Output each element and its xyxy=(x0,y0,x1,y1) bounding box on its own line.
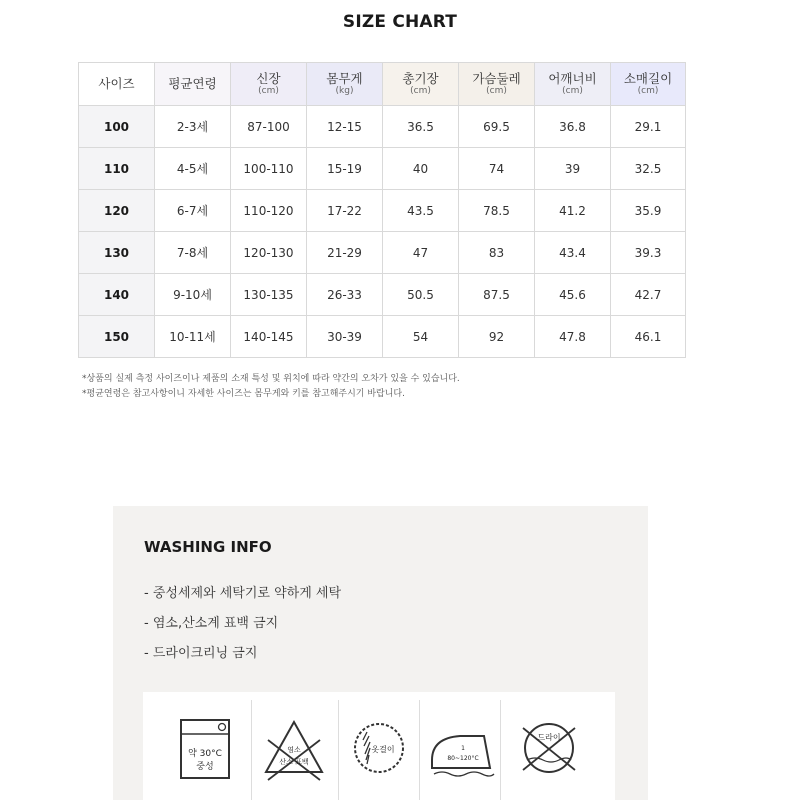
size-cell: 110 xyxy=(79,148,155,190)
svg-text:드라이: 드라이 xyxy=(537,733,561,742)
table-cell: 6-7세 xyxy=(155,190,231,232)
svg-text:염소: 염소 xyxy=(287,746,301,754)
table-cell: 30-39 xyxy=(307,316,383,358)
table-cell: 54 xyxy=(383,316,459,358)
header-size: 사이즈 xyxy=(79,63,155,106)
no-dry-clean-icon xyxy=(500,700,587,800)
table-cell: 9-10세 xyxy=(155,274,231,316)
table-row xyxy=(79,148,686,190)
table-cell: 47 xyxy=(383,232,459,274)
table-cell: 17-22 xyxy=(307,190,383,232)
size-cell: 150 xyxy=(79,316,155,358)
svg-text:80~120°C: 80~120°C xyxy=(447,755,479,762)
table-cell: 29.1 xyxy=(611,106,686,148)
note-line: *평균연령은 참고사항이니 자세한 사이즈는 몸무게와 키를 참고해주시기 바랍니다. xyxy=(82,389,405,399)
washing-info-panel xyxy=(113,506,648,800)
size-cell: 140 xyxy=(79,274,155,316)
header-age: 평균연령 xyxy=(155,63,231,106)
header-shoulder: 어깨너비 (cm) xyxy=(535,63,611,106)
table-row xyxy=(79,274,686,316)
table-cell: 100-110 xyxy=(231,148,307,190)
table-cell: 41.2 xyxy=(535,190,611,232)
table-row xyxy=(79,190,686,232)
table-cell: 78.5 xyxy=(459,190,535,232)
table-cell: 83 xyxy=(459,232,535,274)
note-line: *상품의 실제 측정 사이즈이나 제품의 소재 특성 및 위치에 따라 약간의 오차가 있을 수 있습니다. xyxy=(82,374,460,384)
header-total-length: 총기장 (cm) xyxy=(383,63,459,106)
table-cell: 36.5 xyxy=(383,106,459,148)
table-cell: 36.8 xyxy=(535,106,611,148)
svg-text:중성: 중성 xyxy=(196,762,214,772)
table-cell: 120-130 xyxy=(231,232,307,274)
table-cell: 87-100 xyxy=(231,106,307,148)
table-cell: 12-15 xyxy=(307,106,383,148)
table-cell: 21-29 xyxy=(307,232,383,274)
hang-dry-icon xyxy=(338,700,425,800)
care-icons-row xyxy=(143,692,615,800)
svg-text:산소 표백: 산소 표백 xyxy=(279,758,309,766)
iron-icon xyxy=(419,700,506,800)
table-cell: 39.3 xyxy=(611,232,686,274)
table-row xyxy=(79,316,686,358)
size-chart-header-row xyxy=(79,63,686,106)
washing-instruction: - 중성세제와 세탁기로 약하게 세탁 xyxy=(144,586,342,601)
svg-text:약 30°C: 약 30°C xyxy=(188,749,222,759)
table-cell: 47.8 xyxy=(535,316,611,358)
table-cell: 87.5 xyxy=(459,274,535,316)
table-row xyxy=(79,106,686,148)
table-cell: 35.9 xyxy=(611,190,686,232)
no-bleach-icon xyxy=(251,700,338,800)
header-sleeve: 소매길이 (cm) xyxy=(611,63,686,106)
size-cell: 130 xyxy=(79,232,155,274)
size-chart-table xyxy=(78,62,686,358)
table-cell: 45.6 xyxy=(535,274,611,316)
table-cell: 39 xyxy=(535,148,611,190)
table-cell: 15-19 xyxy=(307,148,383,190)
table-row xyxy=(79,232,686,274)
table-cell: 46.1 xyxy=(611,316,686,358)
table-cell: 10-11세 xyxy=(155,316,231,358)
svg-text:1: 1 xyxy=(461,745,465,752)
header-weight: 몸무게 (kg) xyxy=(307,63,383,106)
table-cell: 130-135 xyxy=(231,274,307,316)
table-cell: 74 xyxy=(459,148,535,190)
machine-wash-icon xyxy=(153,700,239,800)
table-cell: 43.4 xyxy=(535,232,611,274)
table-cell: 26-33 xyxy=(307,274,383,316)
table-cell: 140-145 xyxy=(231,316,307,358)
size-cell: 120 xyxy=(79,190,155,232)
table-cell: 2-3세 xyxy=(155,106,231,148)
header-height: 신장 (cm) xyxy=(231,63,307,106)
table-cell: 7-8세 xyxy=(155,232,231,274)
table-cell: 42.7 xyxy=(611,274,686,316)
svg-text:옷걸이: 옷걸이 xyxy=(371,745,395,754)
washing-info-title: WASHING INFO xyxy=(144,538,272,556)
table-cell: 43.5 xyxy=(383,190,459,232)
header-chest: 가슴둘레 (cm) xyxy=(459,63,535,106)
size-cell: 100 xyxy=(79,106,155,148)
table-cell: 50.5 xyxy=(383,274,459,316)
washing-instruction: - 드라이크리닝 금지 xyxy=(144,646,258,661)
table-cell: 110-120 xyxy=(231,190,307,232)
washing-instruction: - 염소,산소계 표백 금지 xyxy=(144,616,279,631)
table-cell: 4-5세 xyxy=(155,148,231,190)
size-chart-notes xyxy=(82,372,460,402)
table-cell: 69.5 xyxy=(459,106,535,148)
table-cell: 32.5 xyxy=(611,148,686,190)
size-chart-title: SIZE CHART xyxy=(342,12,458,32)
table-cell: 40 xyxy=(383,148,459,190)
table-cell: 92 xyxy=(459,316,535,358)
